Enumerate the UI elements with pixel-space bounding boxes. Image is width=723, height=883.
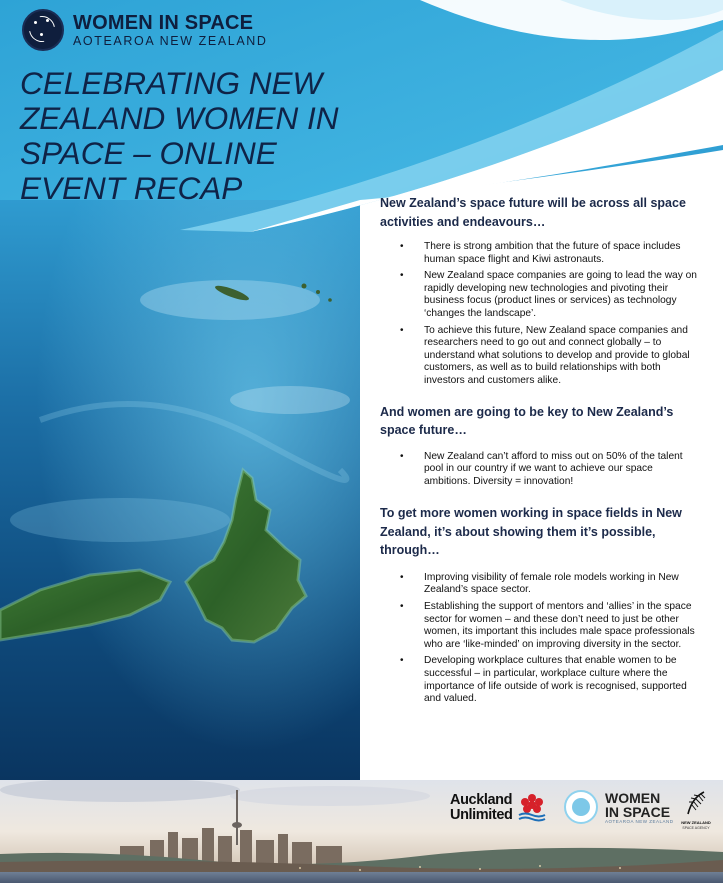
section-heading: To get more women working in space fields in New Zealand, it’s about showing them it’s possible, through…	[380, 506, 682, 558]
bullet-item: • Improving visibility of female role models working in New Zealand’s space sector.	[424, 572, 698, 597]
women-in-space-footer-badge-icon	[564, 790, 598, 824]
nzsa-line2: SPACE AGENCY	[682, 825, 710, 830]
wis-footer-line1: WOMEN	[605, 789, 661, 806]
wis-footer-subtitle: AOTEAROA NEW ZEALAND	[605, 818, 674, 824]
page-headline: CELEBRATING NEW ZEALAND WOMEN IN SPACE – ONLINE EVENT RECAP	[20, 65, 339, 206]
auckland-unlimited-line1: Auckland	[450, 792, 513, 808]
bullet-item: • Establishing the support of mentors and ‘allies’ in the space sector for women – and these don’t need to just be other women, its important this includes male space professionals who are ‘like-minded’ on improving diversity in the sector.	[424, 601, 698, 651]
section-bullets	[380, 451, 698, 489]
recap-content	[380, 194, 698, 710]
nzsa-line1: NEW ZEALAND	[681, 820, 711, 825]
section-bullets	[380, 241, 698, 388]
bullet-item: • There is strong ambition that the future of space includes human space flight and Kiwi astronauts.	[424, 241, 698, 266]
bullet-item: • To achieve this future, New Zealand space companies and researchers need to go out and connect globally – to understand what solutions to develop and provide to global customers, as well as to build relationships with both investors and customers alike.	[424, 325, 698, 388]
wis-footer-line2: IN SPACE	[605, 803, 671, 820]
bullet-item: • New Zealand can’t afford to miss out on 50% of the talent pool in our country if we want to achieve our space ambitions. Diversity = innovation!	[424, 451, 698, 489]
women-in-space-logo	[22, 9, 268, 51]
auckland-unlimited-logo	[450, 793, 512, 823]
nz-space-agency-logo	[676, 790, 716, 830]
women-in-space-badge-icon	[22, 9, 64, 51]
pohutukawa-flower-icon	[516, 790, 548, 824]
silver-fern-icon	[684, 790, 708, 816]
women-in-space-footer-logo	[564, 790, 674, 824]
auckland-unlimited-line2: Unlimited	[450, 807, 513, 823]
bullet-item: • Developing workplace cultures that enable women to be successful – in particular, workplace culture where the importance of life outside of work is recognised, supported and valued.	[424, 655, 698, 705]
section-heading: New Zealand’s space future will be across all space activities and endeavours…	[380, 196, 686, 229]
logo-subtitle: AOTEAROA NEW ZEALAND	[73, 33, 268, 48]
section-heading: And women are going to be key to New Zealand’s space future…	[380, 404, 674, 438]
bullet-item: • New Zealand space companies are going to lead the way on rapidly developing new technologies and pivoting their business focus (product lines or services) as technology ‘changes the landscape’.	[424, 270, 698, 320]
logo-title: WOMEN IN SPACE	[73, 11, 254, 34]
section-bullets	[380, 572, 698, 706]
